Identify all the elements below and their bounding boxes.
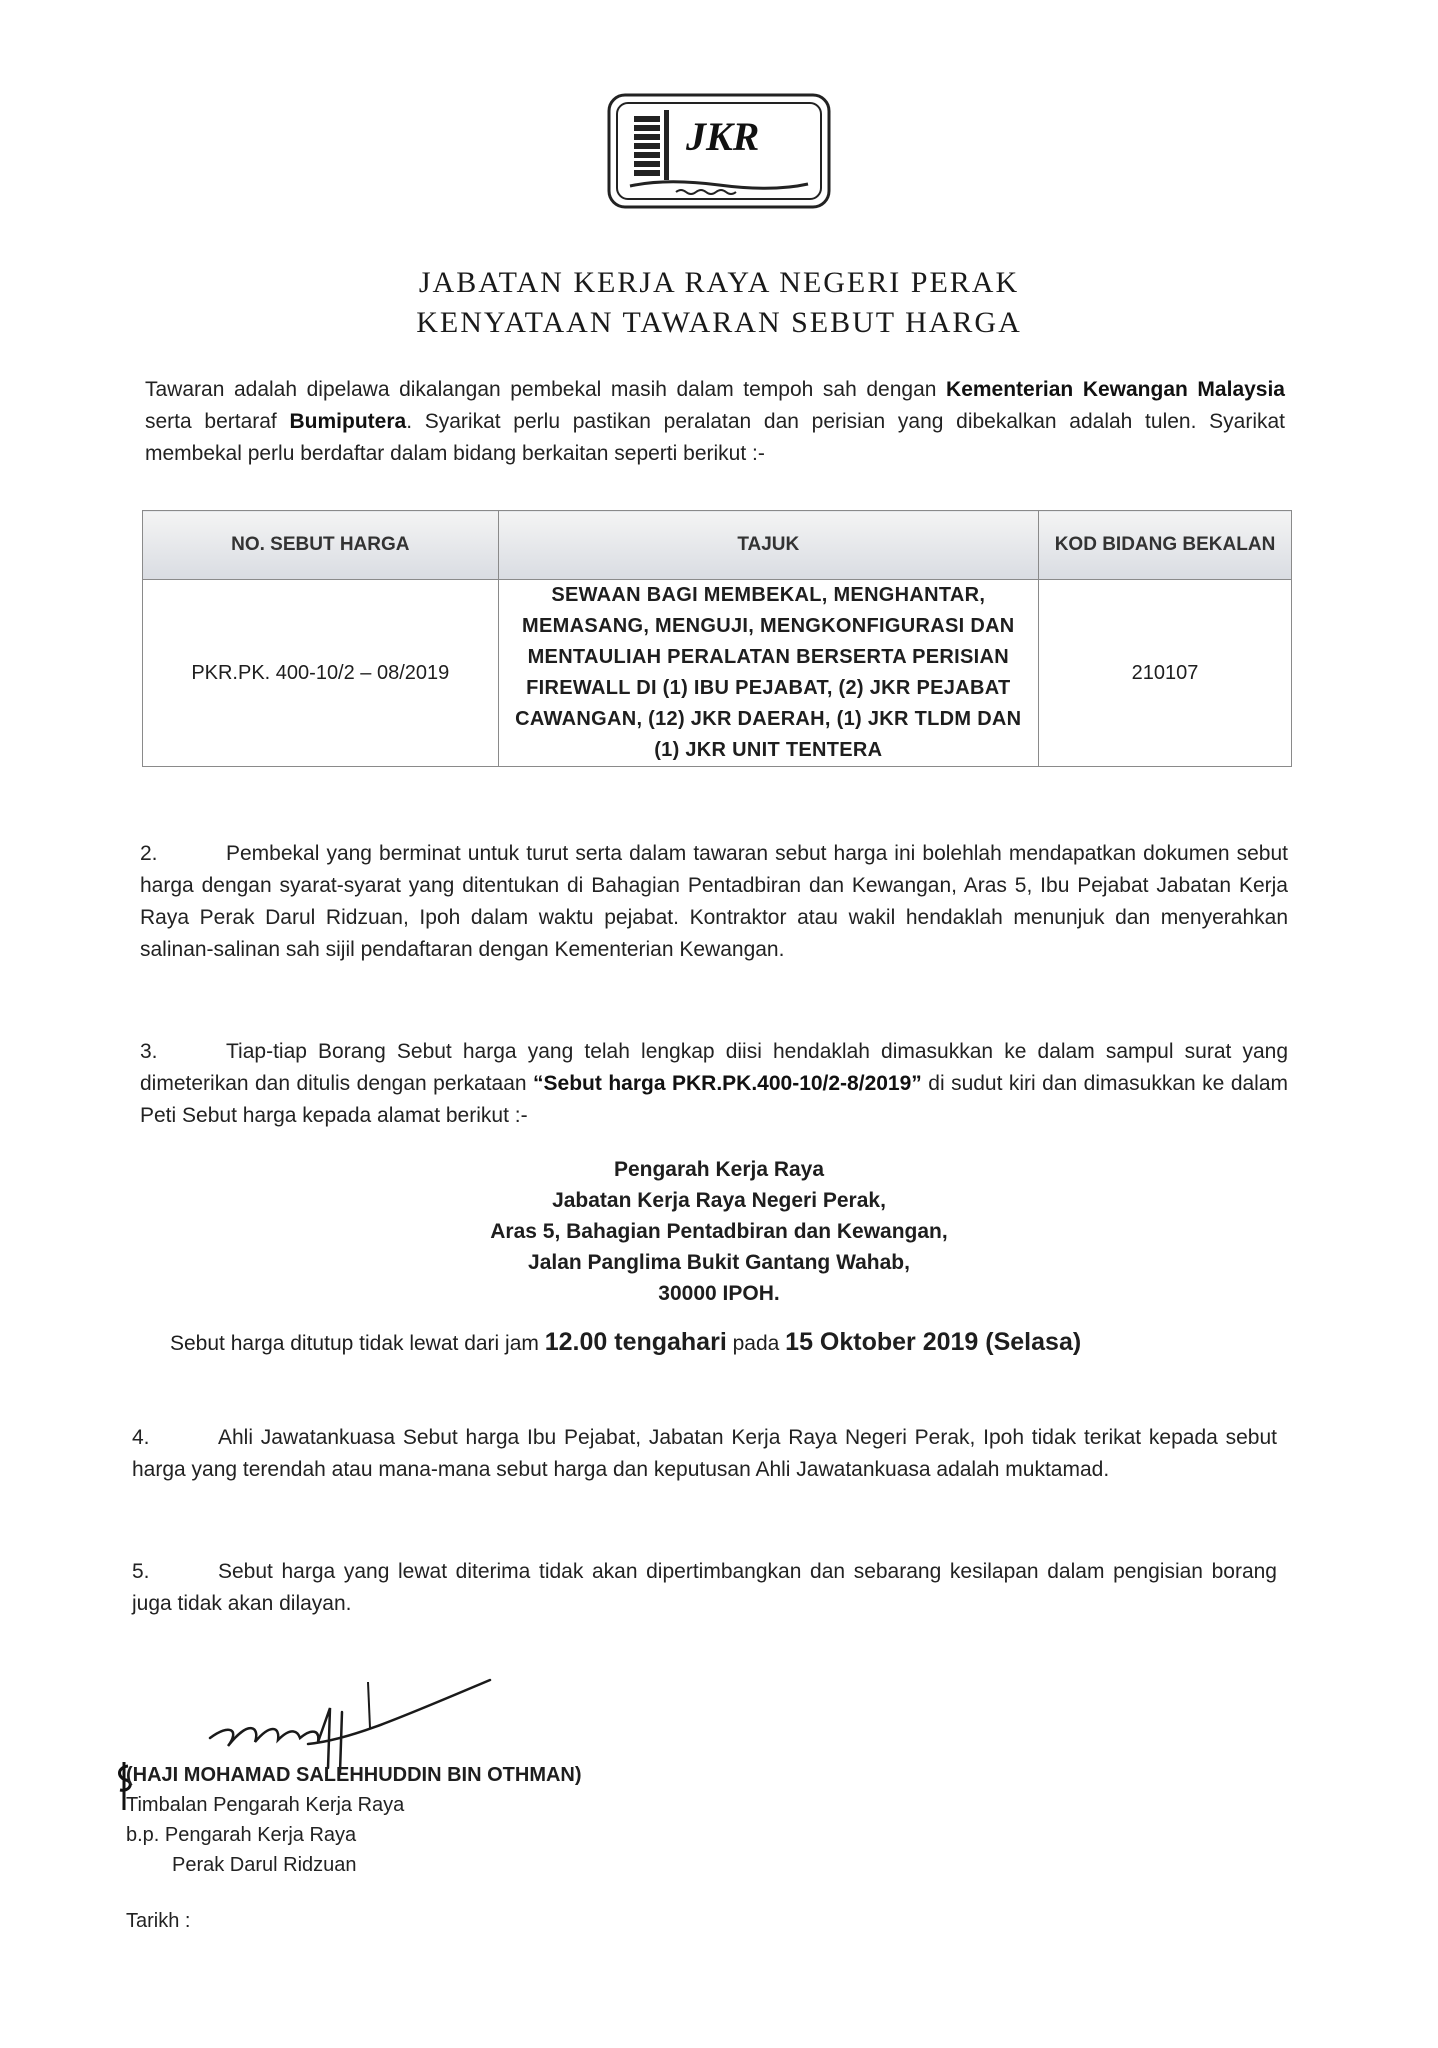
intro-text-1: Tawaran adalah dipelawa dikalangan pembekal masih dalam tempoh sah dengan <box>145 378 937 401</box>
table-row <box>143 580 1292 767</box>
address-line: 30000 IPOH. <box>658 1282 780 1305</box>
intro-bold-ministry: Kementerian Kewangan Malaysia <box>946 378 1285 401</box>
closing-text-2: pada <box>732 1332 780 1355</box>
para5-text: Sebut harga yang lewat diterima tidak akan dipertimbangkan dan sebarang kesilapan dalam pengisian borang juga tidak akan dilayan. <box>132 1560 1277 1615</box>
cell-no: PKR.PK. 400-10/2 – 08/2019 <box>143 580 499 767</box>
para3-number: 3. <box>140 1040 158 1063</box>
address-line: Jalan Panglima Bukit Gantang Wahab, <box>528 1251 910 1274</box>
quotation-table <box>142 510 1292 767</box>
address-block <box>0 1154 1438 1309</box>
closing-line <box>170 1328 1081 1357</box>
jkr-logo <box>606 92 832 210</box>
signatory-name: (HAJI MOHAMAD SALEHHUDDIN BIN OTHMAN) <box>126 1764 582 1786</box>
para2-number: 2. <box>140 842 158 865</box>
para4-text: Ahli Jawatankuasa Sebut harga Ibu Pejabat, Jabatan Kerja Raya Negeri Perak, Ipoh tidak terikat kepada sebut harga yang terendah atau mana-mana sebut harga dan keputusan Ahli Jawatankuasa adalah muktamad. <box>132 1426 1277 1481</box>
signatory-title: Timbalan Pengarah Kerja Raya <box>126 1794 405 1816</box>
paragraph-5 <box>132 1556 1277 1620</box>
signatory-bp: b.p. Pengarah Kerja Raya <box>126 1824 357 1846</box>
date-label: Tarikh : <box>126 1910 191 1932</box>
header-tajuk: TAJUK <box>498 511 1038 580</box>
intro-text-3: . Syarikat perlu pastikan peralatan dan perisian yang dibekalkan adalah tulen. Syarikat membekal perlu berdaftar dalam bidang berkaitan seperti berikut :- <box>145 410 1285 465</box>
header-no: NO. SEBUT HARGA <box>143 511 499 580</box>
intro-paragraph <box>145 374 1285 470</box>
logo-text: JKR <box>686 114 760 159</box>
address-line: Jabatan Kerja Raya Negeri Perak, <box>552 1189 886 1212</box>
intro-bold-bumiputera: Bumiputera <box>289 410 407 433</box>
closing-text-1: Sebut harga ditutup tidak lewat dari jam <box>170 1332 539 1355</box>
closing-time: 12.00 tengahari <box>544 1328 727 1356</box>
paragraph-4 <box>132 1422 1277 1486</box>
signatory-location: Perak Darul Ridzuan <box>172 1854 357 1876</box>
para3-bold-ref: “Sebut harga PKR.PK.400-10/2-8/2019” <box>533 1072 922 1095</box>
address-line: Pengarah Kerja Raya <box>613 1158 825 1181</box>
para5-number: 5. <box>132 1560 150 1583</box>
cell-kod: 210107 <box>1039 580 1292 767</box>
paragraph-2 <box>140 838 1288 966</box>
paragraph-3 <box>140 1036 1288 1132</box>
address-line: Aras 5, Bahagian Pentadbiran dan Kewangan, <box>490 1220 948 1243</box>
para4-number: 4. <box>132 1426 150 1449</box>
header-kod: KOD BIDANG BEKALAN <box>1039 511 1292 580</box>
header-line2: KENYATAAN TAWARAN SEBUT HARGA <box>416 306 1022 339</box>
cell-tajuk: SEWAAN BAGI MEMBEKAL, MENGHANTAR, MEMASANG, MENGUJI, MENGKONFIGURASI DAN MENTAULIAH PERALATAN BERSERTA PERISIAN FIREWALL DI (1) IBU PEJABAT, (2) JKR PEJABAT CAWANGAN, (12) JKR DAERAH, (1) JKR TLDM DAN (1) JKR UNIT TENTERA <box>498 580 1038 767</box>
para3-text-2: di sudut kiri dan dimasukkan ke dalam Peti Sebut harga kepada alamat berikut :- <box>140 1072 1289 1127</box>
para2-text: Pembekal yang berminat untuk turut serta dalam tawaran sebut harga ini bolehlah mendapatkan dokumen sebut harga dengan syarat-syarat yang ditentukan di Bahagian Pentadbiran dan Kewangan, Aras 5, Ibu Pejabat Jabatan Kerja Raya Perak Darul Ridzuan, Ipoh dalam waktu pejabat. Kontraktor atau wakil hendaklah menunjuk dan menyerahkan salinan-salinan sah sijil pendaftaran dengan Kementerian Kewangan. <box>140 842 1288 961</box>
para3-text-1: Tiap-tiap Borang Sebut harga yang telah lengkap diisi hendaklah dimasukkan ke dalam sampul surat yang dimeterikan dan ditulis dengan perkataan <box>140 1040 1288 1095</box>
closing-date: 15 Oktober 2019 (Selasa) <box>785 1328 1082 1356</box>
intro-text-2: serta bertaraf <box>145 410 277 433</box>
header-line1: JABATAN KERJA RAYA NEGERI PERAK <box>418 266 1020 299</box>
table-header-row <box>143 511 1292 580</box>
